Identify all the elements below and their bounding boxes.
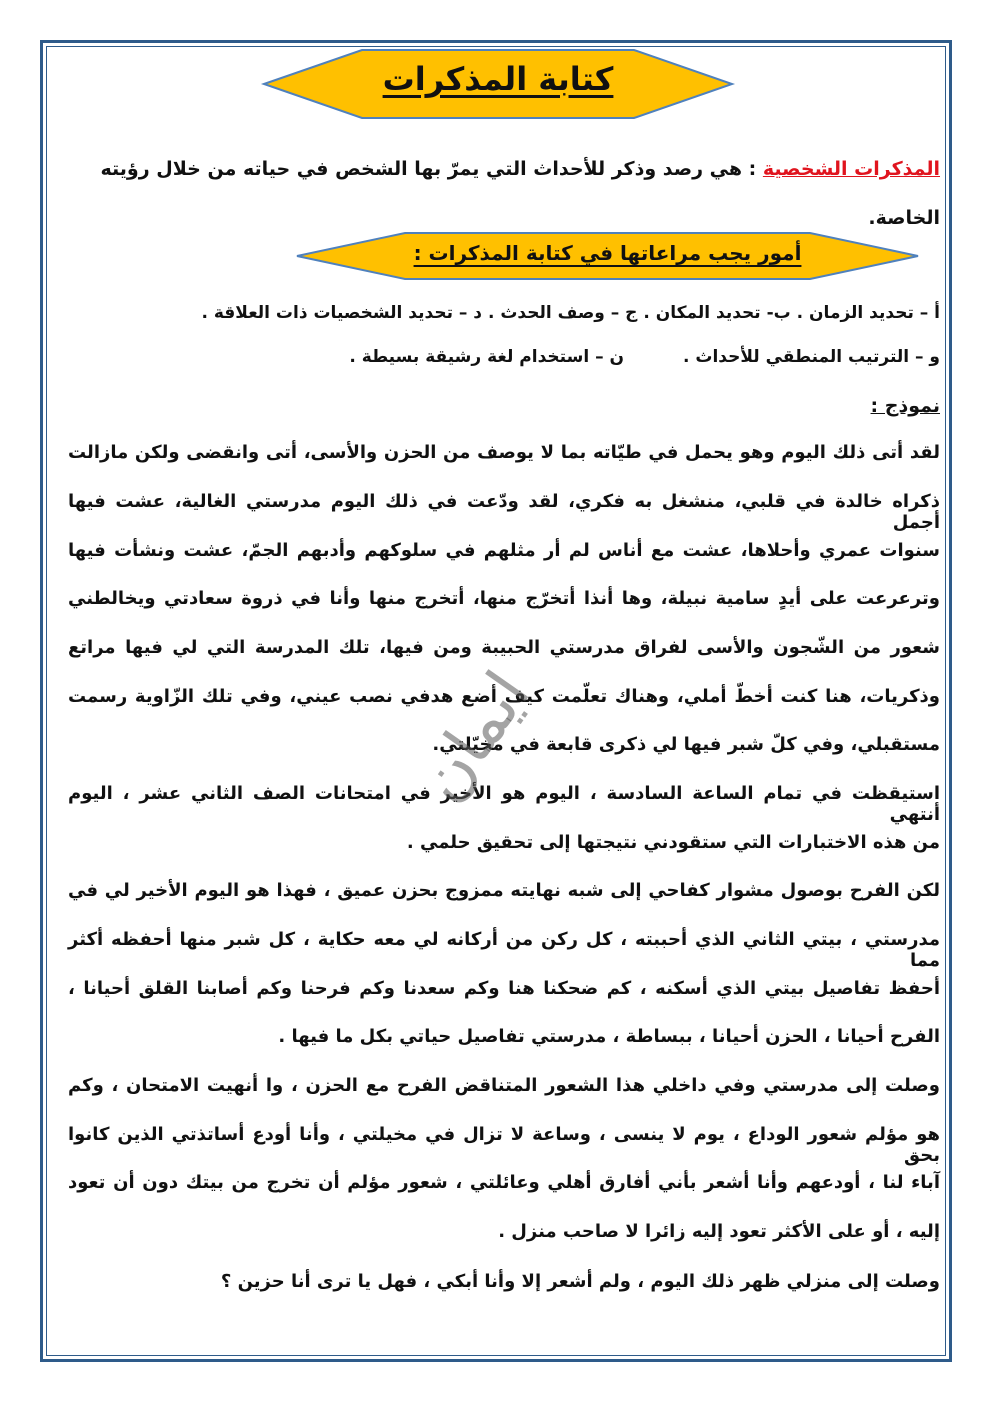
body-line: وصلت إلى منزلي ظهر ذلك اليوم ، ولم أشعر إلا وأنا أبكي ، فهل يا ترى أنا حزين ؟ [220,1271,940,1292]
body-line: استيقظت في تمام الساعة السادسة ، اليوم هو الأخير في امتحانات الصف الثاني عشر ، اليوم أنتهي [68,783,940,825]
body-line: لقد أتى ذلك اليوم وهو يحمل في طيّاته بما لا يوصف من الحزن والأسى، أتى وانقضى ولكن مازالت [68,442,940,463]
body-line: شعور من الشّجون والأسى لفراق مدرستي الحبيبة ومن فيها، تلك المدرسة التي لي فيها مراتع [68,637,940,658]
body-line: ذكراه خالدة في قلبي، منشغل به فكري، لقد ودّعت في ذلك اليوم مدرستي الغالية، عشت فيها أجمل [68,491,940,533]
body-line: الفرح أحيانا ، الحزن أحيانا ، ببساطة ، مدرستي تفاصيل حياتي بكل ما فيها . [278,1026,940,1047]
subtitle: أمور يجب مراعاتها في كتابة المذكرات : [413,241,802,265]
body-line: هو مؤلم شعور الوداع ، يوم لا ينسى ، وساعة لا تزال في مخيلتي ، وأنا أودع أساتذتي الذين كانوا بحق [68,1124,940,1166]
example-label: نموذج : [870,395,940,417]
body-line: آباء لنا ، أودعهم وأنا أشعر بأني أفارق أهلي وعائلتي ، شعور مؤلم أن تخرج من بيتك دون أن تعود [68,1172,940,1193]
points-line-2a: و – الترتيب المنطقي للأحداث . [683,347,940,367]
definition [100,158,940,180]
body-line: إليه ، أو على الأكثر تعود إليه زائرا لا صاحب منزل . [498,1221,940,1242]
body-line: مستقبلي، وفي كلّ شبر فيها لي ذكرى قابعة في مخيّلتي. [432,734,940,755]
page-title: كتابة المذكرات [382,60,614,98]
watermark: ايمان [404,658,545,816]
points-line-1: أ – تحديد الزمان . ب- تحديد المكان . ج – وصف الحدث . د – تحديد الشخصيات ذات العلاقة . [201,303,940,323]
title-banner [262,48,734,120]
definition-text: : هي رصد وذكر للأحداث التي يمرّ بها الشخص في حياته من خلال رؤيته [100,158,763,180]
subtitle-banner [295,231,920,281]
body-line: مدرستي ، بيتي الثاني الذي أحببته ، كل ركن من أركانه لي معه حكاية ، كل شبر منها أحفظه أكثر مما [68,929,940,971]
body-line: وصلت إلى مدرستي وفي داخلي هذا الشعور المتناقض الفرح مع الحزن ، وا أنهيت الامتحان ، وكم [68,1075,940,1096]
body-line: لكن الفرح بوصول مشوار كفاحي إلى شبه نهايته ممزوج بحزن عميق ، فهذا هو اليوم الأخير لي في [68,880,940,901]
definition-continuation: الخاصة. [868,207,940,229]
definition-term: المذكرات الشخصية [762,158,940,180]
points-line-2b: ن – استخدام لغة رشيقة بسيطة . [349,347,624,367]
body-line: سنوات عمري وأحلاها، عشت مع أناس لم أر مثلهم في سلوكهم وأدبهم الجمّ، عشت ونشأت فيها [68,540,940,561]
body-line: من هذه الاختبارات التي ستقودني نتيجتها إلى تحقيق حلمي . [406,832,940,853]
body-line: وذكريات، هنا كنت أخطّ أملي، وهناك تعلّمت كيف أضع هدفي نصب عيني، وفي تلك الزّاوية رسمت [68,686,940,707]
body-line: وترعرعت على أيدٍ سامية نبيلة، وها أنذا أتخرّج منها، أتخرج منها وأنا في ذروة سعادتي ويخالطني [68,588,940,609]
body-line: أحفظ تفاصيل بيتي الذي أسكنه ، كم ضحكنا هنا وكم سعدنا وكم فرحنا وكم أصابنا القلق أحيانا ، [68,978,940,999]
